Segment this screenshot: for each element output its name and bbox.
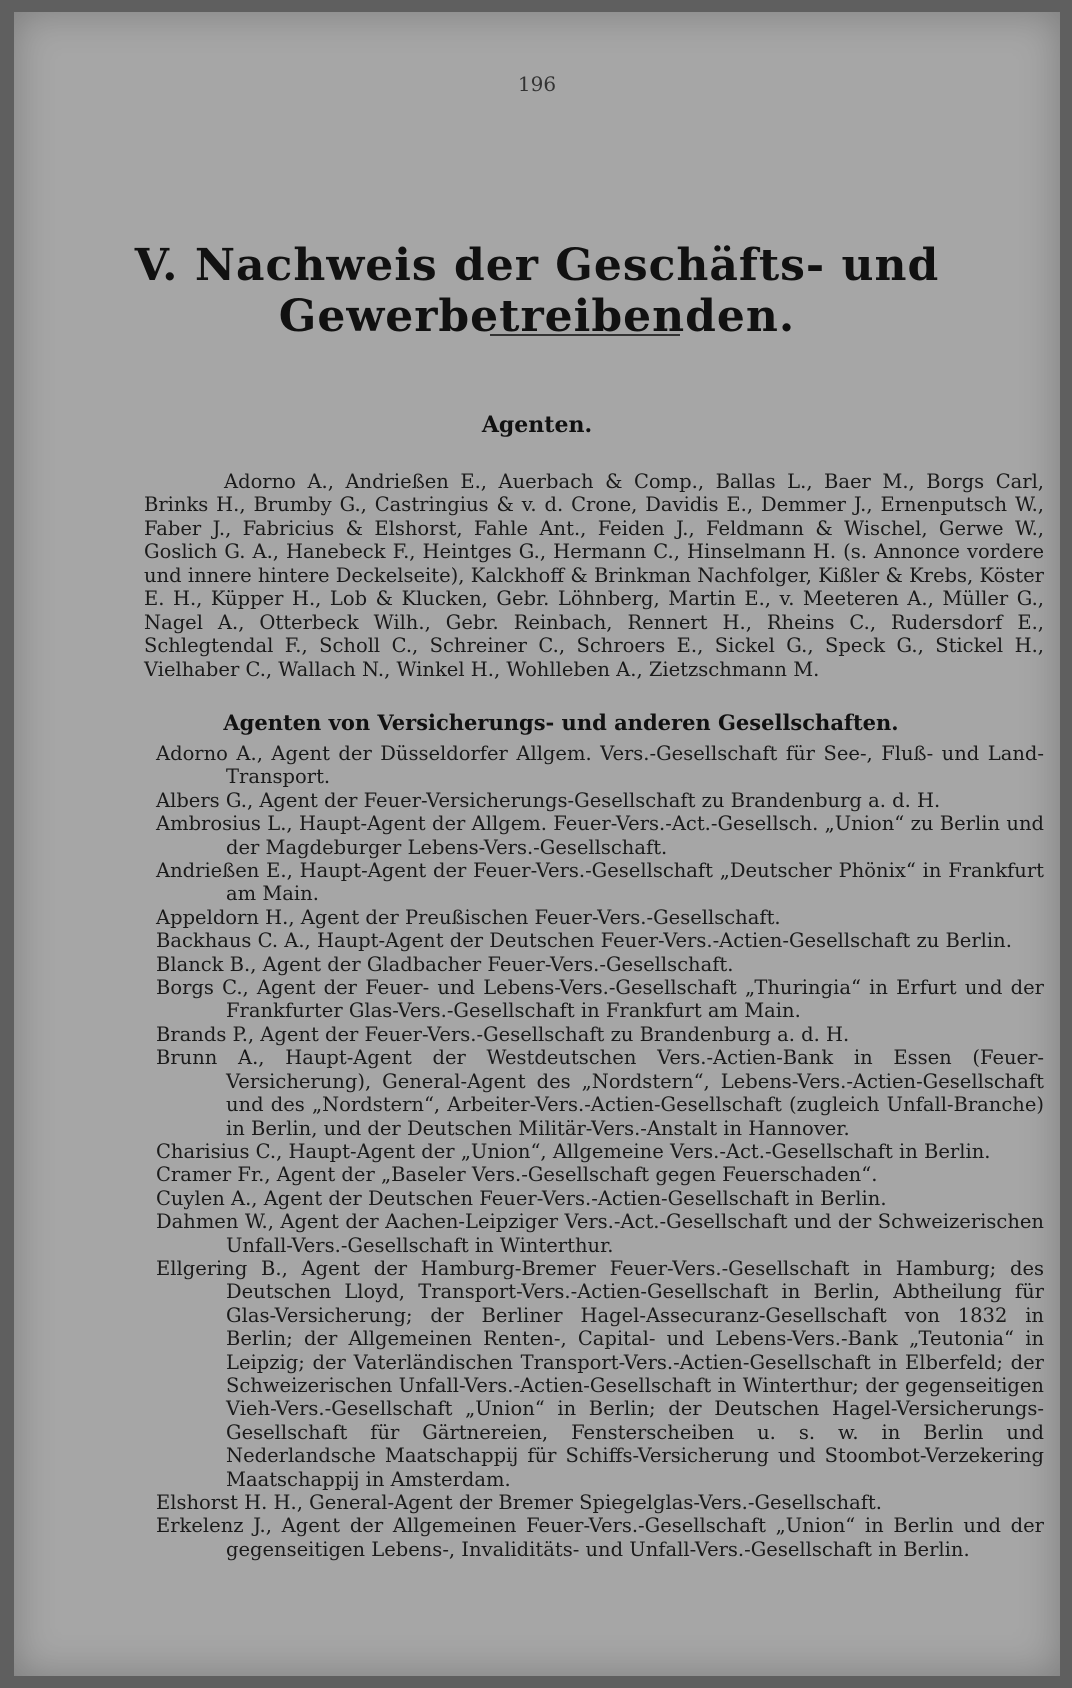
page-number: 196 xyxy=(517,72,557,96)
agents-heading: Agenten. xyxy=(481,412,593,438)
list-item: Borgs C., Agent der Feuer- und Lebens-Vers.-Gesellschaft „Thuringia“ in Erfurt und der Frankfurter Glas-Vers.-Gesellschaft in Frankfurt am Main. xyxy=(156,976,1044,1023)
list-item: Erkelenz J., Agent der Allgemeinen Feuer-Vers.-Gesellschaft „Union“ in Berlin und der gegenseitigen Lebens-, Invaliditäts- und Unfall-Vers.-Gesellschaft in Berlin. xyxy=(156,1514,1044,1561)
title-divider xyxy=(490,334,680,336)
list-item: Blanck B., Agent der Gladbacher Feuer-Vers.-Gesellschaft. xyxy=(156,952,734,976)
list-item: Elshorst H. H., General-Agent der Bremer Spiegelglas-Vers.-Gesellschaft. xyxy=(156,1491,882,1514)
list-item: Appeldorn H., Agent der Preußischen Feuer-Vers.-Gesellschaft. xyxy=(156,905,781,929)
list-item: Albers G., Agent der Feuer-Versicherungs-Gesellschaft zu Brandenburg a. d. H. xyxy=(156,788,941,812)
list-item: Andrießen E., Haupt-Agent der Feuer-Vers.-Gesellschaft „Deutscher Phönix“ in Frankfurt am Main. xyxy=(156,859,1044,906)
page xyxy=(14,12,1060,1676)
list-item: Brands P., Agent der Feuer-Vers.-Gesellschaft zu Brandenburg a. d. H. xyxy=(156,1022,850,1046)
list-item: Charisius C., Haupt-Agent der „Union“, Allgemeine Vers.-Act.-Gesellschaft in Berlin. xyxy=(156,1139,991,1163)
page-title: V. Nachweis der Geschäfts- und Gewerbetreibenden. xyxy=(134,240,940,342)
agents-list: Adorno A., Andrießen E., Auerbach & Comp., Ballas L., Baer M., Borgs Carl, Brinks H., Brumby G., Castringius & v. d. Crone, Davidis E., Demmer J., Ernenputsch W., Faber J., Fabricius & Elshorst, Fahle Ant., Feiden J., Feldmann & Wischel, Gerwe W., Goslich G. A., Hanebeck F., Heintges G., Hermann C., Hinselmann H. (s. Annonce vordere und innere hintere Deckelseite), Kalckhoff & Brinkman Nachfolger, Kißler & Krebs, Köster E. H., Küpper H., Lob & Klucken, Gebr. Löhnberg, Martin E., v. Meeteren A., Müller G., Nagel A., Otterbeck Wilh., Gebr. Reinbach, Rennert H., Rheins C., Rudersdorf E., Schlegtendal F., Scholl C., Schreiner C., Schroers E., Sickel G., Speck G., Stickel H., Vielhaber C., Wallach N., Winkel H., Wohlleben A., Zietzschmann M. xyxy=(144,469,1044,681)
list-item: Cuylen A., Agent der Deutschen Feuer-Vers.-Actien-Gesellschaft in Berlin. xyxy=(156,1186,887,1210)
insurance-agents-heading: Agenten von Versicherungs- und anderen Gesellschaften. xyxy=(223,710,899,735)
list-item: Dahmen W., Agent der Aachen-Leipziger Vers.-Act.-Gesellschaft und der Schweizerischen Unfall-Vers.-Gesellschaft in Winterthur. xyxy=(156,1210,1044,1257)
list-item: Ellgering B., Agent der Hamburg-Bremer Feuer-Vers.-Gesellschaft in Hamburg; des Deutschen Lloyd, Transport-Vers.-Actien-Gesellschaft in Berlin, Abtheilung für Glas-Versicherung; der Berliner Hagel-Assecuranz-Gesellschaft von 1832 in Berlin; der Allgemeinen Renten-, Capital- und Lebens-Vers.-Bank „Teutonia“ in Leipzig; der Vaterländischen Transport-Vers.-Actien-Gesellschaft in Elberfeld; der Schweizerischen Unfall-Vers.-Actien-Gesellschaft in Winterthur; der gegenseitigen Vieh-Vers.-Gesellschaft „Union“ in Berlin; der Deutschen Hagel-Versicherungs-Gesellschaft für Gärtnereien, Fensterscheiben u. s. w. in Berlin und Nederlandsche Maatschappij für Schiffs-Versicherung und Stoombot-Verzekering Maatschappij in Amsterdam. xyxy=(156,1256,1044,1491)
insurance-agents-list xyxy=(156,742,1044,1561)
list-item: Adorno A., Agent der Düsseldorfer Allgem. Vers.-Gesellschaft für See-, Fluß- und Land-Transport. xyxy=(156,742,1044,789)
list-item: Ambrosius L., Haupt-Agent der Allgem. Feuer-Vers.-Act.-Gesellsch. „Union“ zu Berlin und der Magdeburger Lebens-Vers.-Gesellschaft. xyxy=(156,812,1044,859)
list-item: Brunn A., Haupt-Agent der Westdeutschen Vers.-Actien-Bank in Essen (Feuer-Versicherung), General-Agent des „Nordstern“, Lebens-Vers.-Actien-Gesellschaft und des „Nordstern“, Arbeiter-Vers.-Actien-Gesellschaft (zugleich Unfall-Branche) in Berlin, und der Deutschen Militär-Vers.-Anstalt in Hannover. xyxy=(156,1046,1044,1140)
list-item: Cramer Fr., Agent der „Baseler Vers.-Gesellschaft gegen Feuerschaden“. xyxy=(156,1163,878,1187)
list-item: Backhaus C. A., Haupt-Agent der Deutschen Feuer-Vers.-Actien-Gesellschaft zu Berlin. xyxy=(156,929,1012,953)
